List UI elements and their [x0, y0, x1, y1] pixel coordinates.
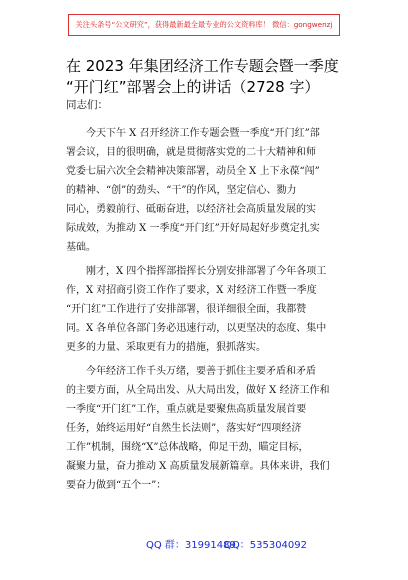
document-title	[66, 56, 366, 98]
text-line: “开门红”工作进行了安排部署，很详细很全面，我都赞	[66, 304, 307, 315]
text-line: 基础。	[66, 242, 96, 253]
paragraph	[66, 262, 350, 357]
text-line: 作，X 对招商引资工作作了要求，X 对经济工作暨一季度	[66, 285, 317, 296]
greeting: 同志们：	[66, 99, 108, 111]
text-line: 今天下午 X 召开经济工作专题会暨一季度“开门红”部	[86, 128, 320, 139]
text-line: 署会议，目的很明确，就是贯彻落实党的二十大精神和师	[66, 147, 316, 158]
title-line-1: 在 2023 年集团经济工作专题会暨一季度	[66, 57, 339, 75]
text-line: 凝聚力量，奋力推动 X 高质量发展新篇章。具体来讲，我们	[66, 461, 330, 472]
qq-group-number: QQ 群：31991489	[146, 540, 236, 551]
document-body	[66, 124, 350, 500]
text-line: 要奋力做到“五个一”：	[66, 480, 167, 491]
header-banner	[68, 14, 340, 36]
text-line: 同。X 各单位各部门务必迅速行动，以更坚决的态度、集中	[66, 323, 327, 334]
text-line: 任务，始终运用好“自然生长法则”，落实好“四项经济	[66, 423, 302, 434]
text-line: 工作”机制，围绕“X”总体战略，仰足干劲，瞄定目标，	[66, 442, 309, 453]
text-line: 一季度“开门红”工作，重点就是要聚焦高质量发展首要	[66, 404, 307, 415]
paragraph	[66, 362, 350, 495]
text-line: 更多的力量、采取更有力的措施，狠抓落实。	[66, 342, 266, 353]
text-line: 刚才，X 四个指挥部指挥长分别安排部署了今年各项工	[86, 266, 327, 277]
paragraph	[66, 124, 350, 257]
text-line: 的精神、“创”的劲头、“干”的作风，坚定信心、勠力	[66, 185, 297, 196]
banner-text: 关注头条号“公文研究”，获得最新最全最专业的公文资料库！ 微信：gongwenzj	[75, 20, 333, 29]
text-line: 今年经济工作千头万绪，要善于抓住主要矛盾和矛盾	[86, 366, 316, 377]
text-line: 的主要方面，从全局出发、从大局出发，做好 X 经济工作和	[66, 385, 330, 396]
qq-number: QQ：535304092	[224, 540, 308, 551]
text-line: 同心，勇毅前行、砥砺奋进，以经济社会高质量发展的实	[66, 204, 316, 215]
text-line: 际成效，为推动 X 一季度“开门红”开好局起好步奠定扎实	[66, 223, 320, 234]
text-line: 党委七届六次全会精神决策部署，动员全 X 上下永葆“闯”	[66, 166, 320, 177]
title-line-2: “开门红”部署会上的讲话（2728 字）	[66, 78, 320, 96]
footer	[0, 536, 408, 552]
